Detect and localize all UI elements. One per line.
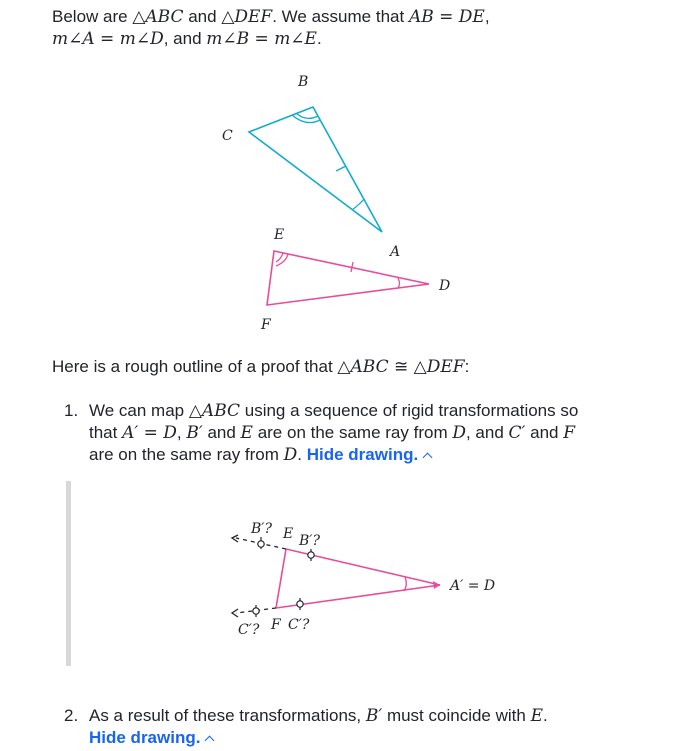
triangle-abc: △ABC xyxy=(132,7,184,27)
hide-drawing-link-2[interactable] xyxy=(89,728,213,747)
label-f: F xyxy=(271,617,281,633)
arrow-at-d xyxy=(433,581,440,589)
proof-intro-text: : xyxy=(464,357,470,376)
step-1-text: that xyxy=(89,423,123,442)
intro-text: . xyxy=(316,29,322,48)
step-1-text: , and xyxy=(465,423,509,442)
b-prime-left-point xyxy=(258,541,264,547)
step-1-text: using a sequence of rigid transformations so xyxy=(240,401,579,420)
c-prime-left-point xyxy=(253,608,259,614)
label-e: E xyxy=(283,526,294,542)
step-1-text: , xyxy=(176,423,187,442)
intro-text: . We assume that xyxy=(272,7,409,26)
step-1-text: and xyxy=(202,423,241,442)
step-2-text: As a result of these transformations, xyxy=(89,706,366,725)
step-2-line-1 xyxy=(89,705,548,727)
c-prime: C′ xyxy=(508,423,526,443)
a-prime-equals-d: A′ = D xyxy=(122,423,177,443)
label-f: F xyxy=(261,317,271,333)
step-1-text: are on the same ray from xyxy=(89,445,284,464)
label-b-prime-left: B′? xyxy=(251,521,272,537)
point-f: F xyxy=(563,423,576,443)
label-b: B xyxy=(298,74,309,90)
step-1-text: are on the same ray from xyxy=(252,423,453,442)
step-2-line-2 xyxy=(89,727,213,749)
intro-text: and xyxy=(183,7,222,26)
equals-sign: = xyxy=(94,29,120,49)
step-1-text: and xyxy=(525,423,564,442)
angle-b: m∠B xyxy=(206,29,250,49)
triangle-def: △DEF xyxy=(413,357,465,377)
hide-drawing-label: Hide drawing. xyxy=(306,445,419,464)
triangle-abc: △ABC xyxy=(337,357,389,377)
segment-de: DE xyxy=(458,7,485,27)
label-a: A xyxy=(390,244,401,260)
arrow-left-icon xyxy=(232,609,238,617)
point-e: E xyxy=(240,423,253,443)
intro-text: Below are xyxy=(52,7,133,26)
segment-ab: AB xyxy=(408,7,434,27)
hide-drawing-label: Hide drawing. xyxy=(89,728,201,747)
b-prime: B′ xyxy=(186,423,203,443)
c-prime-right-point xyxy=(297,601,303,607)
point-d: D xyxy=(452,423,466,443)
step-2-number: 2. xyxy=(64,706,79,725)
point-d: D xyxy=(283,445,298,465)
b-prime: B′ xyxy=(365,706,383,726)
label-d: D xyxy=(439,278,451,294)
label-c: C xyxy=(222,128,233,144)
label-b-prime-right: B′? xyxy=(299,533,320,549)
intro-text: , xyxy=(484,7,490,26)
step-2-text: . xyxy=(542,706,548,725)
triangle-def: △DEF xyxy=(221,7,273,27)
angle-e: m∠E xyxy=(274,29,317,49)
label-c-prime-right: C′? xyxy=(288,617,310,633)
side-ef xyxy=(276,549,286,608)
congruent-sign: ≅ xyxy=(388,357,414,377)
label-c-prime-left: C′? xyxy=(238,622,260,638)
proof-intro-text: Here is a rough outline of a proof that xyxy=(52,357,338,376)
chevron-up-icon xyxy=(205,736,215,746)
step-1-text: We can map xyxy=(89,401,189,420)
b-prime-right-point xyxy=(308,552,314,558)
label-a-prime-equals-d: A′ = D xyxy=(450,578,496,594)
step-1-text: . xyxy=(297,445,307,464)
angle-a: m∠A xyxy=(52,29,95,49)
intro-text: , and xyxy=(163,29,207,48)
equals-sign: = xyxy=(249,29,275,49)
triangle-abc: △ABC xyxy=(188,401,241,421)
point-e: E xyxy=(530,706,543,726)
step-1-number: 1. xyxy=(64,401,79,420)
equals-sign: = xyxy=(433,7,459,27)
step-2-text: must coincide with xyxy=(382,706,531,725)
angle-d: m∠D xyxy=(119,29,164,49)
angle-d-mark xyxy=(404,577,406,591)
label-e: E xyxy=(274,227,285,243)
